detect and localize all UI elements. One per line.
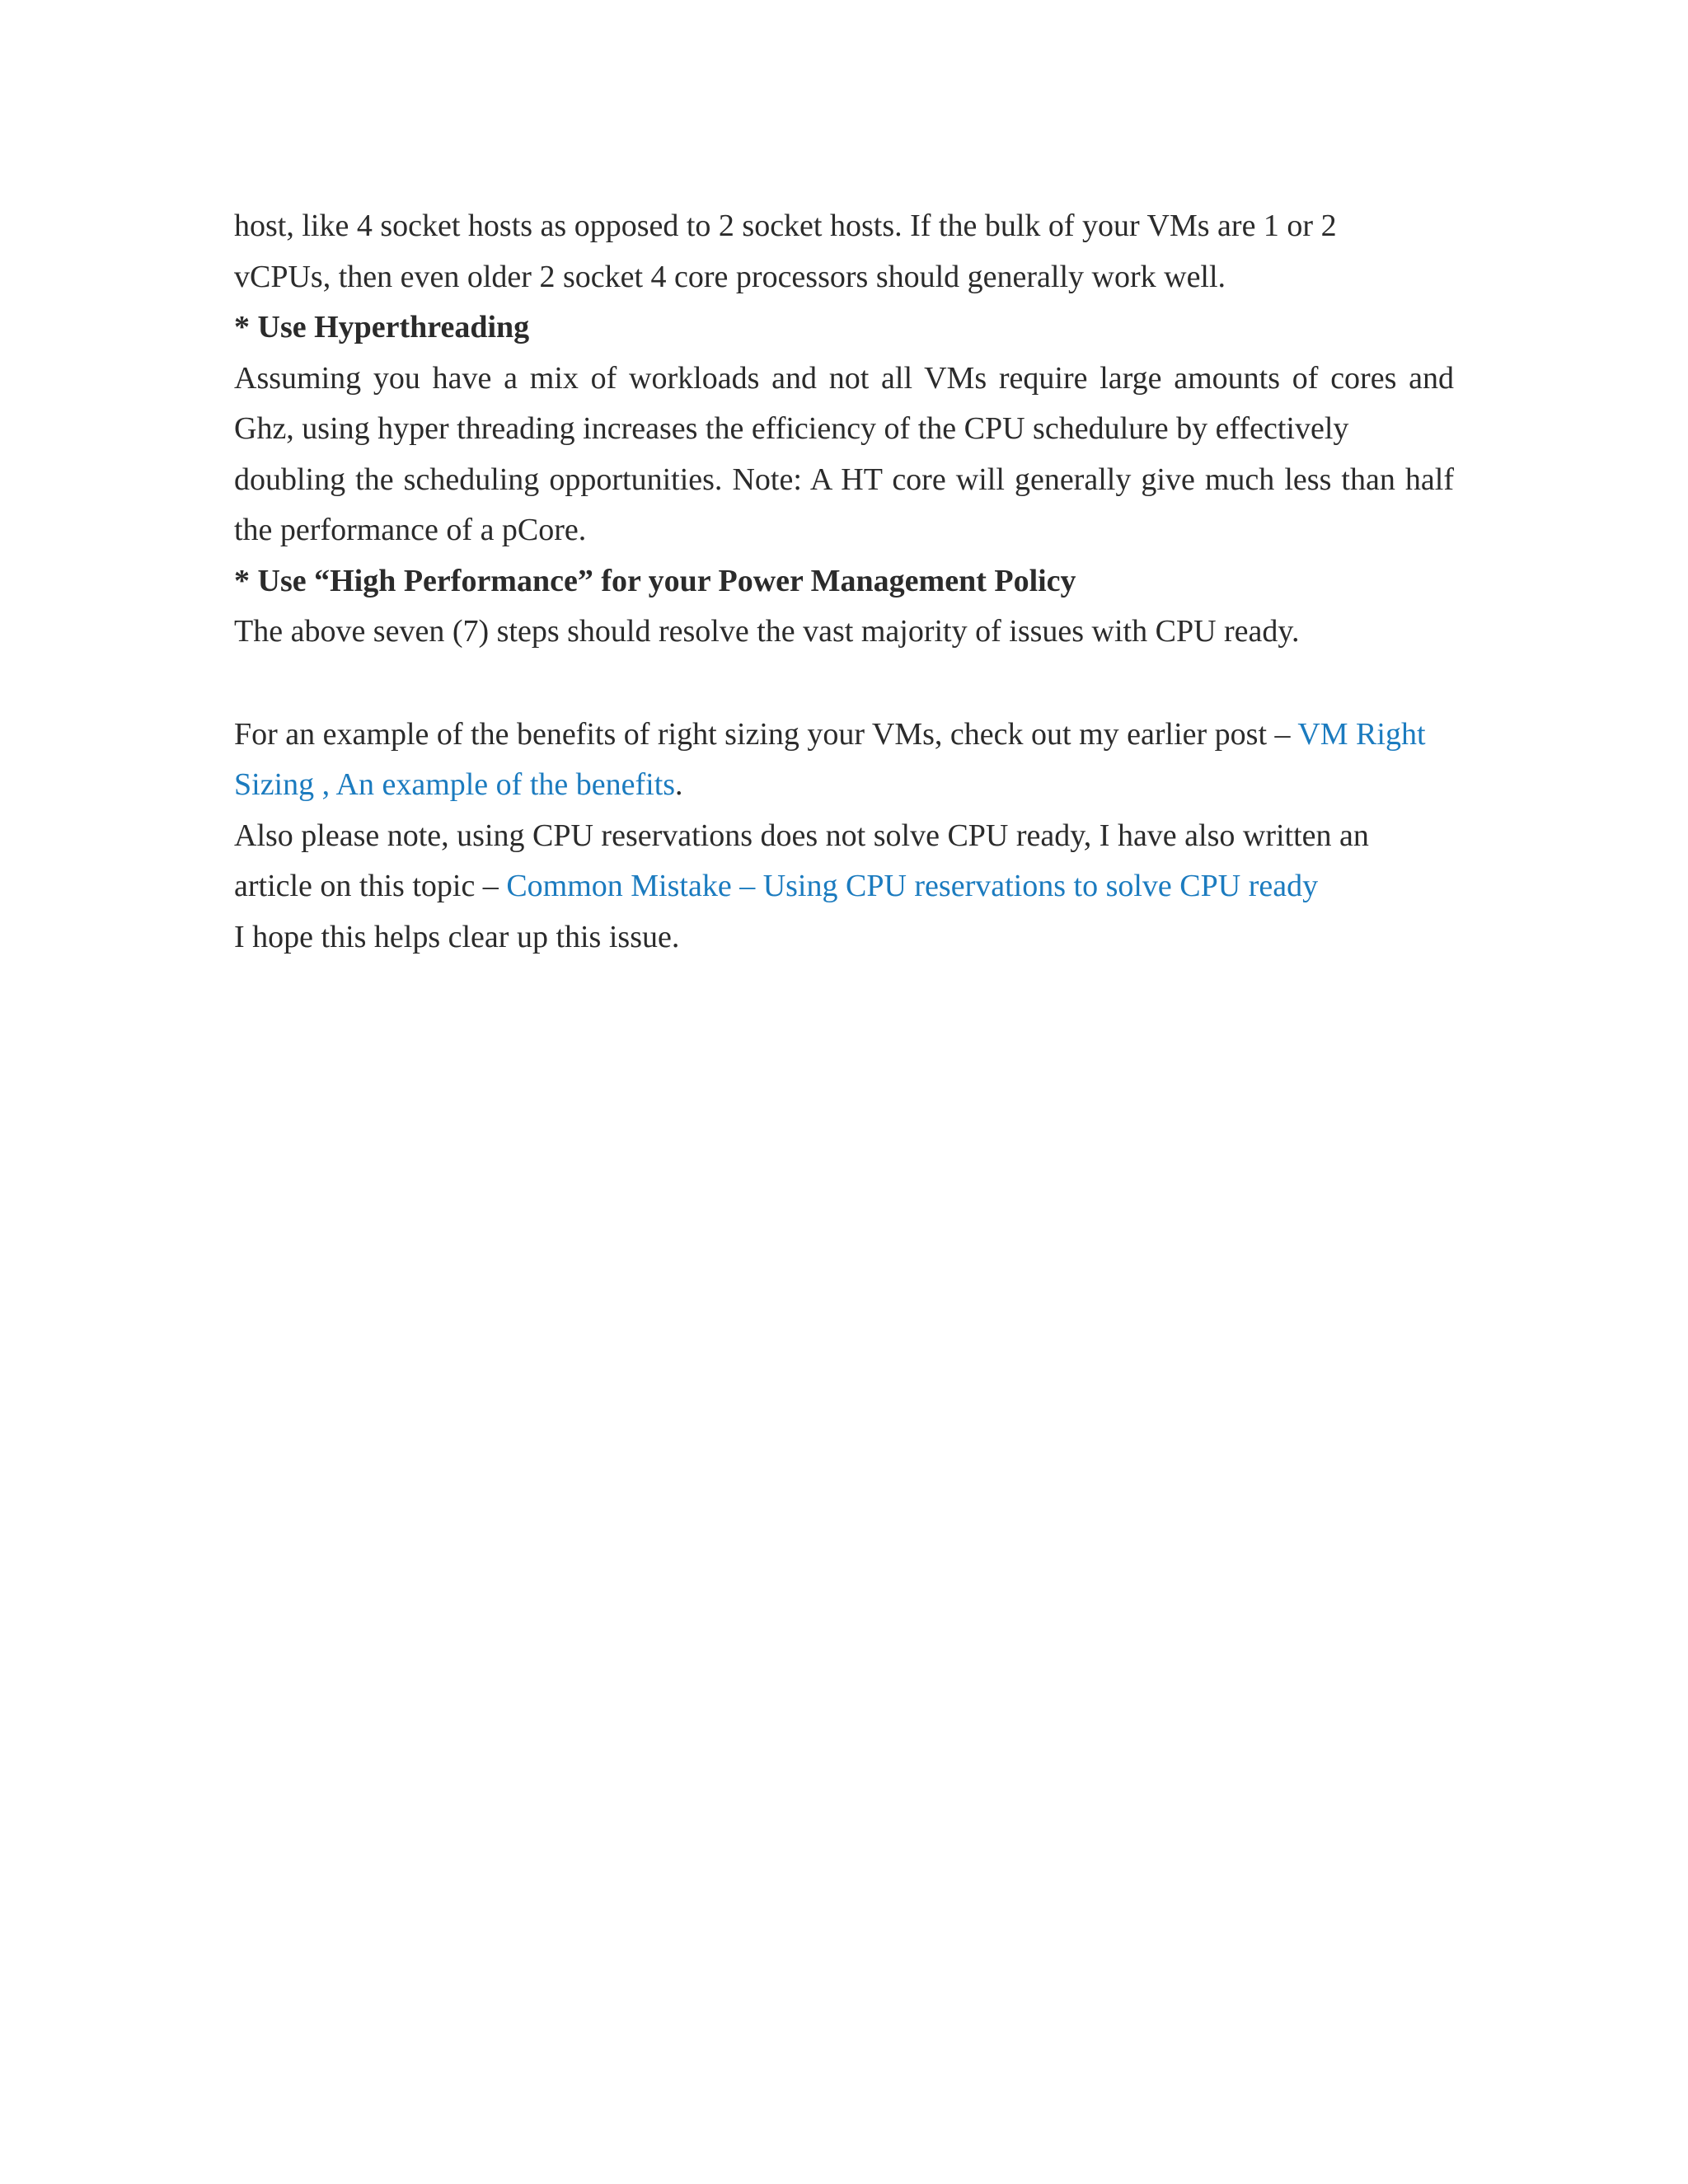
paragraph-line: Assuming you have a mix of workloads and not all VMs require large amounts of cores and	[234, 360, 1454, 396]
paragraph-line: host, like 4 socket hosts as opposed to 2 socket hosts. If the bulk of your VMs are 1 or 2	[234, 209, 1337, 243]
paragraph-line: vCPUs, then even older 2 socket 4 core processors should generally work well.	[234, 259, 1226, 294]
paragraph-line	[234, 710, 1454, 761]
paragraph-host-sockets	[234, 201, 1454, 302]
paragraph-line: doubling the scheduling opportunities. Note: A HT core will generally give much less than half	[234, 462, 1454, 497]
paragraph-cpu-reservations	[234, 811, 1454, 912]
paragraph-closing: I hope this helps clear up this issue.	[234, 919, 680, 954]
heading-power-management: * Use “High Performance” for your Power Management Policy	[234, 563, 1076, 598]
paragraph-line: Also please note, using CPU reservations does not solve CPU ready, I have also written an	[234, 818, 1369, 853]
paragraph-right-sizing	[234, 710, 1454, 811]
paragraph-line	[234, 760, 1454, 811]
paragraph-line: Ghz, using hyper threading increases the efficiency of the CPU schedulure by effectively	[234, 411, 1349, 446]
paragraph-text: article on this topic –	[234, 869, 499, 903]
paragraph-spacer	[234, 658, 1454, 710]
link-common-mistake-cpu-reservations[interactable]: Common Mistake – Using CPU reservations to solve CPU ready	[506, 869, 1319, 903]
paragraph-text: .	[675, 767, 683, 802]
paragraph-text: For an example of the benefits of right sizing your VMs, check out my earlier post –	[234, 716, 1291, 752]
paragraph-hyperthreading	[234, 354, 1454, 556]
heading-use-hyperthreading: * Use Hyperthreading	[234, 310, 530, 344]
link-vm-right-sizing[interactable]: VM Right	[1297, 716, 1426, 752]
link-vm-right-sizing-continued[interactable]: Sizing , An example of the benefits	[234, 767, 676, 802]
paragraph-line: the performance of a pCore.	[234, 513, 587, 547]
paragraph-line	[234, 861, 1454, 912]
document-body	[234, 201, 1454, 963]
paragraph-steps-summary: The above seven (7) steps should resolve the vast majority of issues with CPU ready.	[234, 614, 1300, 649]
